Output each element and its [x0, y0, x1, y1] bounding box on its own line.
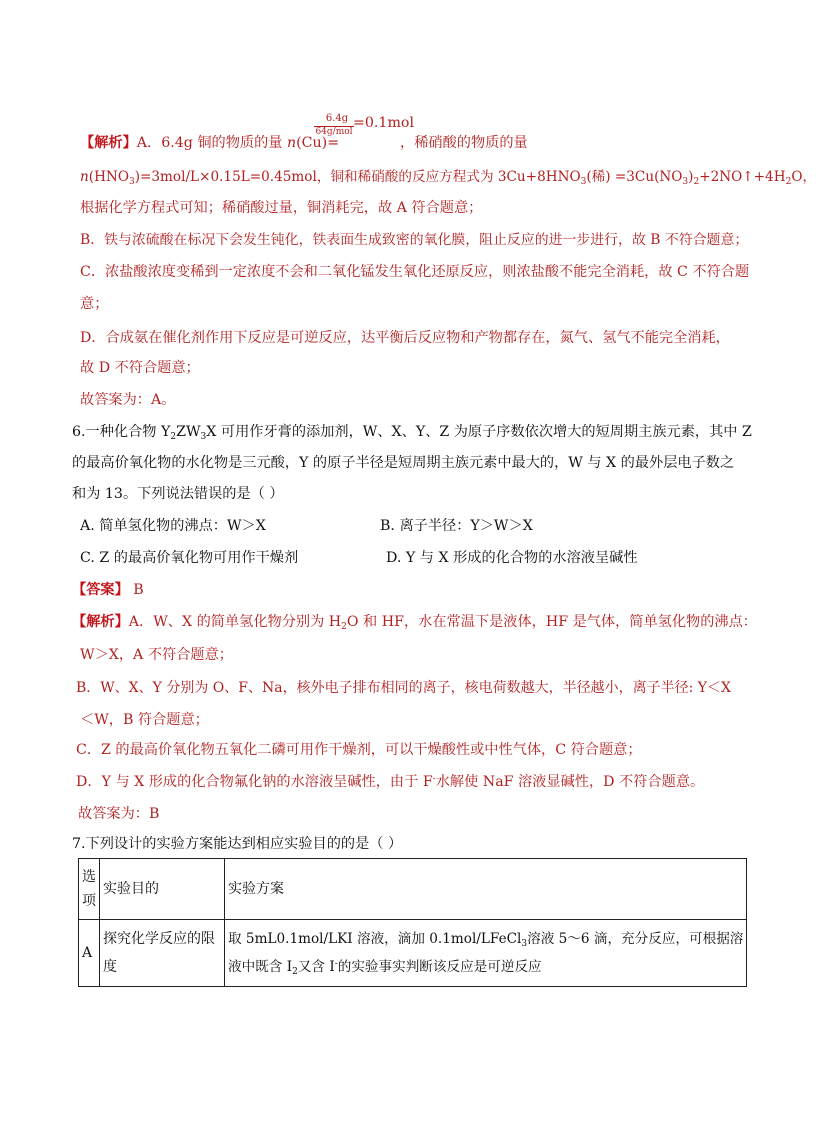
q5-analysis-line-6: 意；: [80, 296, 109, 312]
table-cell-purpose: 探究化学反应的限度: [100, 920, 225, 987]
q5-analysis-line-3: 根据化学方程式可知；稀硝酸过量，铜消耗完，故 A 符合题意；: [80, 200, 483, 216]
table-header-option: 选项: [79, 859, 100, 920]
q5-analysis-line-1-tail: ，稀硝酸的物质的量: [400, 135, 528, 151]
q6-option-d: D. Y 与 X 形成的化合物的水溶液呈碱性: [386, 550, 638, 566]
q5-analysis-line-7: D．合成氨在催化剂作用下反应是可逆反应，达平衡后反应物和产物都存在，氮气、氢气不能完全消耗，: [80, 330, 730, 346]
q6-analysis-line-6: D．Y 与 X 形成的化合物氟化钠的水溶液呈碱性，由于 F-水解使 NaF 溶液显碱性，D 不符合题意。: [76, 774, 705, 790]
q6-analysis-line-4: ＜W，B 符合题意；: [80, 712, 209, 728]
q5-analysis-line-4: B．铁与浓硫酸在标况下会发生钝化，铁表面生成致密的氧化膜，阻止反应的进一步进行，故 B 不符合题意；: [80, 232, 749, 248]
answer-value: B: [133, 582, 144, 598]
analysis-tag: 【解析】: [80, 135, 137, 151]
q5-analysis-line-2: $n(HNO_3)=3mol/L\times 0.15L=0.45mol$，铜和稀硝酸的反应方程式为 $3Cu+8HNO_3$(稀) $=3Cu(NO_3)_2+2NO↑+4H_2O$，: [80, 169, 816, 187]
experiment-table: [78, 858, 747, 987]
table-header-purpose: 实验目的: [100, 859, 225, 920]
q5-analysis-line-1: 【解析】A．6.4g 铜的物质的量 n(Cu)=: [80, 135, 340, 151]
q6-answer: [72, 580, 144, 600]
table-row: [79, 920, 747, 987]
table-header-row: [79, 859, 747, 920]
q5-analysis-line-8: 故 D 不符合题意；: [80, 360, 200, 376]
fraction-denominator: 64g/mol: [315, 127, 353, 137]
q6-option-a: A. 简单氢化物的沸点：W＞X: [80, 518, 266, 534]
q6-final-answer: 故答案为：B: [78, 806, 160, 822]
analysis-tag: 【解析】: [72, 614, 129, 630]
q6-analysis-line-2: W＞X，A 不符合题意；: [80, 647, 233, 663]
fraction-numerator: 6.4g: [325, 113, 349, 124]
table-header-plan: 实验方案: [225, 859, 747, 920]
q7-stem: 7.下列设计的实验方案能达到相应实验目的的是（ ）: [72, 836, 403, 852]
table-cell-option: A: [79, 920, 100, 987]
q6-analysis-line-3: B．W、X、Y 分别为 O、F、Na，核外电子排布相同的离子，核电荷数越大，半径越小，离子半径: Y＜X: [76, 680, 731, 696]
q6-analysis-line-5: C．Z 的最高价氧化物五氧化二磷可用作干燥剂，可以干燥酸性或中性气体，C 符合题意；: [76, 742, 642, 758]
q5-final-answer: 故答案为：A。: [80, 392, 176, 408]
q6-option-b: B. 离子半径：Y＞W＞X: [380, 518, 533, 534]
table-cell-plan: 取 5mL0.1mol/LKI 溶液，滴加 0.1mol/LFeCl$_3$溶液 5～6 滴，充分反应，可根据溶 液中既含 $I_2$又含 I-的实验事实判断该反应是可逆反应: [225, 920, 747, 987]
answer-tag: 【答案】: [72, 582, 129, 598]
q6-stem-line-3: 和为 13。下列说法错误的是（ ）: [72, 486, 284, 502]
q6-stem-line-1: 6.一种化合物 $Y_2ZW_3X$ 可用作牙膏的添加剂，W、X、Y、Z 为原子序数依次增大的短周期主族元素，其中 Z: [72, 424, 752, 442]
fraction-result: =0.1mol: [353, 115, 414, 131]
q6-analysis-line-1: 【解析】A．W、X 的简单氢化物分别为 $H_2O$ 和 HF，水在常温下是液体，HF 是气体，简单氢化物的沸点：: [72, 614, 757, 632]
q6-stem-line-2: 的最高价氧化物的水化物是三元酸，Y 的原子半径是短周期主族元素中最大的，W 与 X 的最外层电子数之: [72, 455, 735, 471]
q5-analysis-line-5: C．浓盐酸浓度变稀到一定浓度不会和二氧化锰发生氧化还原反应，则浓盐酸不能完全消耗，故 C 不符合题: [80, 264, 750, 280]
q6-option-c: C. Z 的最高价氧化物可用作干燥剂: [80, 550, 299, 566]
